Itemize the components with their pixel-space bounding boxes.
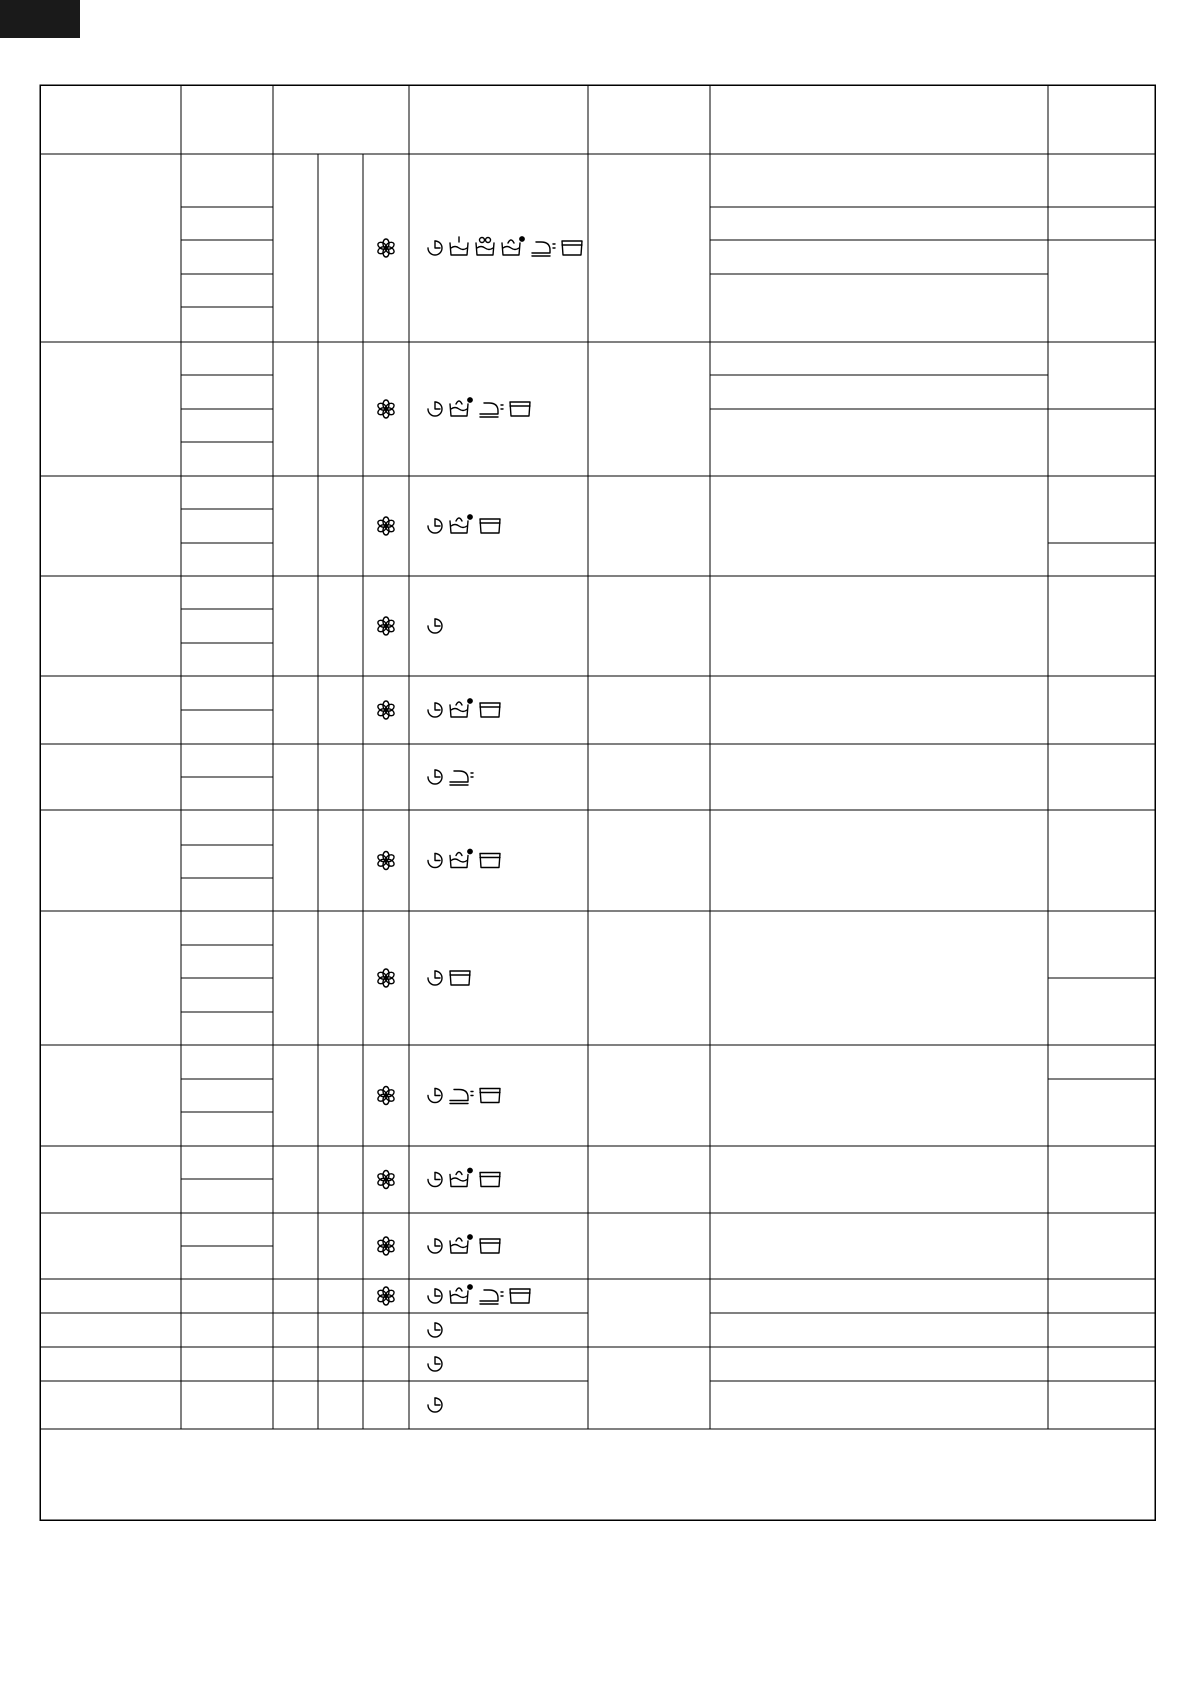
- table-border: [40, 85, 1155, 1520]
- fan-icon: [377, 400, 396, 418]
- timer-icon: [428, 619, 442, 633]
- fan-icon: [377, 1237, 396, 1255]
- timer-icon: [428, 1398, 442, 1412]
- fan-icon: [377, 1087, 396, 1105]
- extra-rinse-icon: [562, 241, 582, 255]
- easy-iron-icon: [532, 242, 555, 256]
- stain-icon: [450, 699, 472, 717]
- fan-icon: [377, 517, 396, 535]
- fan-icon: [377, 239, 396, 257]
- timer-icon: [428, 241, 442, 255]
- fan-icon: [377, 1171, 396, 1189]
- easy-iron-icon: [450, 771, 473, 785]
- timer-icon: [428, 1357, 442, 1371]
- easy-iron-icon: [480, 403, 503, 417]
- extra-rinse-icon: [480, 1089, 500, 1103]
- stain-icon: [450, 849, 472, 867]
- timer-icon: [428, 1289, 442, 1303]
- timer-icon: [428, 1089, 442, 1103]
- extra-rinse-icon: [480, 1173, 500, 1187]
- fan-icon: [377, 969, 396, 987]
- timer-icon: [428, 703, 442, 717]
- timer-icon: [428, 1239, 442, 1253]
- fan-icon: [377, 1287, 396, 1305]
- timer-icon: [428, 1173, 442, 1187]
- extra-rinse-icon: [480, 703, 500, 717]
- stain-icon: [450, 515, 472, 533]
- timer-icon: [428, 971, 442, 985]
- extra-rinse-icon: [510, 402, 530, 416]
- easy-iron-icon: [480, 1290, 503, 1304]
- stain-icon: [450, 398, 472, 416]
- table-grid-lines: [40, 85, 1155, 1520]
- timer-icon: [428, 519, 442, 533]
- stain-icon: [450, 1235, 472, 1253]
- timer-icon: [428, 1323, 442, 1337]
- stain-icon: [450, 1285, 472, 1303]
- extra-rinse-icon: [480, 519, 500, 533]
- extra-rinse-icon: [480, 854, 500, 868]
- stain-icon: [450, 1168, 472, 1186]
- timer-icon: [428, 770, 442, 784]
- prewash-icon: [450, 237, 468, 255]
- intensive-wash-icon: [476, 238, 494, 256]
- easy-iron-icon: [450, 1090, 473, 1104]
- timer-icon: [428, 854, 442, 868]
- stain-icon: [502, 237, 524, 255]
- fan-icon: [377, 852, 396, 870]
- extra-rinse-icon: [480, 1239, 500, 1253]
- fan-icon: [377, 701, 396, 719]
- option-icons: [377, 237, 582, 1412]
- extra-rinse-icon: [450, 971, 470, 985]
- timer-icon: [428, 402, 442, 416]
- fan-icon: [377, 617, 396, 635]
- extra-rinse-icon: [510, 1289, 530, 1303]
